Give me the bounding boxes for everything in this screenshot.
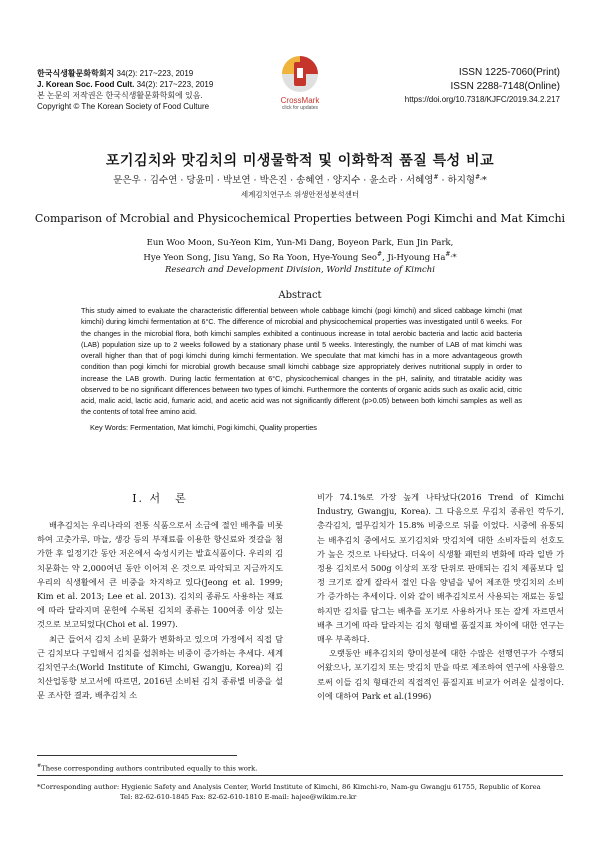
journal-en-volume: 34(2): 217~223, 2019 xyxy=(134,80,214,89)
journal-kr-name: 한국식생활문화학회지 xyxy=(37,69,115,78)
issn-online: ISSN 2288-7148(Online) xyxy=(450,81,560,92)
affiliation-kr: 세계김치연구소 위생안전성분석센터 xyxy=(240,190,360,199)
intro-paragraph-2-cont: 비가 74.1%로 가장 높게 나타났다(2016 Trend of Kimchi Industry, Gwangju, Korea). 그 다음으로 무김치 종류인 깍두기, 총각김치, 열무김치가 15.8% 비중으로 뒤를 이었다. 시중에 유통되는 배추김치 중에서도 포기김치와 맛김치에 대한 소비자들의 선호도가 높은 것으로 나타났다. 더욱이 식생활 패턴의 변화에 따라 일반 가정용 김치로서 500g 이상의 포장 단위로 판매되는 김치 제품보다 일정 크기로 잘게 잘라서 절인 다음 양념을 넣어 제조한 맛김치의 소비가 증가하는 추세이다. 이와 같이 배추김치로서 사용되는 재료는 동일하지만 김치를 담그는 배추를 포기로 사용하거나 또는 잘게 자르면서 배추 크기에 따라 달라지는 김치 형태별 품질지표 차이에 대한 연구는 매우 부족하다. xyxy=(317,492,564,645)
keywords-list: Fermentation, Mat kimchi, Pogi kimchi, Quality properties xyxy=(128,423,318,432)
crossmark-icon xyxy=(280,54,320,94)
section-heading-introduction: Ⅰ. 서 론 xyxy=(132,492,188,505)
body-column-right xyxy=(317,490,564,703)
corresponding-address: *Corresponding author: Hygienic Safety and Analysis Center, World Institute of Kimchi, 86 Kimchi-ro, Nam-gu Gwangju 61755, Republic of Korea xyxy=(37,783,541,791)
paper-title-en: Comparison of Mcrobial and Physicochemical Properties between Pogi Kimchi and Mat Kimchi xyxy=(34,212,566,225)
journal-en-name: J. Korean Soc. Food Cult. xyxy=(37,80,135,89)
author-list-kr xyxy=(0,172,600,186)
asterisk-mark: * xyxy=(482,175,487,186)
authors-en-last: , Ji-Hyoung Ha xyxy=(382,252,446,263)
abstract-text: This study aimed to evaluate the characteristic differential between whole cabbage kimchi (pogi kimchi) and sliced cabbage kimchi (mat kimchi) during kimchi fermentation at 6°C. The difference of microbial and physicochemical properties was investigated until 6 weeks. For the changes in the microbial flora, both kimchi samples exhibited a continuous increase in total aerobic bacteria and lactic acid bacteria (LAB) population size up to 2 weeks followed by a stationary phase until 5 weeks. Interestingly, the number of LAB of mat kimchi was overall higher than that of pogi kimchi during kimchi fermentation. We speculate that mat kimchi has in a more advantageous growth condition than pogi kimchi for microbial growth because small kimchi cabbage size appropriately derives nutritional supply in order to increase the LAB growth. During lactic fermentation at 6°C, physicochemical changes in the pH, salinity, and titratable acidity was observed to be no significant differences between two types of kimchi. Furthermore the contents of organic acids such as oxalic acid, citric acid, malic acid, lactic acid, fumaric acid, and acetic acid was not significantly different (p>0.05) between both kimchi samples as well as the contents of total free amino acid. xyxy=(81,306,522,417)
keywords-label: Key Words: xyxy=(90,423,129,432)
footnote-mark: # xyxy=(37,763,42,769)
footnote-divider xyxy=(37,755,237,756)
journal-info xyxy=(37,68,213,112)
intro-paragraph-1: 배추김치는 우리나라의 전통 식품으로서 소금에 절인 배추를 비롯하여 고춧가루, 마늘, 생강 등의 부재료를 이용한 향신료와 젓갈을 첨가한 후 일정기간 동안 저온에서 숙성시키는 발효식품이다. 우리의 김치문화는 약 2,000여년 동안 이어져 온 것으로 파악되고 지금까지도 우리의 식생활에서 큰 비중을 차지하고 있다(Jeong et al. 1999; Kim et al. 2013; Lee et al. 2013). 김치의 종류도 사용하는 재료에 따라 달라지며 문헌에 수록된 김치의 종류는 100여종 이상 있는 것으로 보고되었다(Choi et al. 1997). xyxy=(37,520,283,630)
authors-kr: 문은우 · 김수연 · 당윤미 · 박보연 · 박은진 · 송혜연 · 양지수 · 윤소라 · 서혜영 xyxy=(113,175,434,186)
crossmark-label: CrossMark xyxy=(280,96,320,105)
footnote-text: These corresponding authors contributed equally to this work. xyxy=(41,764,258,773)
copyright-note-kr: 본 논문의 저작권은 한국식생활문화학회에 있음. xyxy=(37,91,203,100)
affiliation-en: Research and Development Division, World Institute of Kimchi xyxy=(165,264,435,275)
authors-en-line1: Eun Woo Moon, Su-Yeon Kim, Yun-Mi Dang, Boyeon Park, Eun Jin Park, xyxy=(146,238,454,248)
asterisk-mark-en: * xyxy=(452,252,457,263)
intro-paragraph-3: 오랫동안 배추김치의 향미성분에 대한 수많은 선행연구가 수행되어왔으나, 포기김치 또는 맛김치 만을 따로 제조하여 연구에 사용함으로써 이들 김치 형태간의 직접적인 품질지표 비교가 어려운 실정이다. 이에 대하여 Park et al.(1996) xyxy=(317,648,564,701)
corresponding-mark: #, xyxy=(475,173,483,181)
issn-block xyxy=(405,66,560,106)
doi-link[interactable]: https://doi.org/10.7318/KJFC/2019.34.2.217 xyxy=(404,95,560,104)
abstract-heading: Abstract xyxy=(278,290,322,301)
corresponding-mark-en: #, xyxy=(445,251,453,258)
crossmark-badge[interactable] xyxy=(272,54,328,111)
corresponding-contact: Tel: 82-62-610-1845 Fax: 82-62-610-1810 E-mail: hajee@wikim.re.kr xyxy=(120,793,357,801)
body-column-left xyxy=(37,518,283,703)
copyright-line: Copyright © The Korean Society of Food Culture xyxy=(37,102,210,111)
author-list-en xyxy=(0,237,600,276)
keywords xyxy=(90,423,317,432)
issn-print: ISSN 1225-7060(Print) xyxy=(458,67,560,78)
paper-title-kr: 포기김치와 맛김치의 미생물학적 및 이화학적 품질 특성 비교 xyxy=(105,153,495,169)
equal-contribution-mark-en: # xyxy=(377,251,383,258)
corresponding-author-info xyxy=(37,782,567,802)
authors-kr-last: · 하지형 xyxy=(438,175,476,186)
journal-kr-volume: 34(2): 217~223, 2019 xyxy=(114,69,194,78)
authors-en-line2: Hye Yeon Song, Jisu Yang, So Ra Yoon, Hye-Young Seo xyxy=(143,252,378,263)
corresponding-divider xyxy=(37,775,563,776)
intro-paragraph-2: 최근 들어서 김치 소비 문화가 변화하고 있으며 가정에서 직접 담근 김치보다 구입해서 김치를 섭취하는 비중이 증가하는 추세다. 세계김치연구소(World Institute of Kimchi, Gwangju, Korea)의 김치산업동향 보고서에 따르면, 2016년 소비된 김치 종류별 비중을 설문 조사한 결과, 배추김치 소 xyxy=(37,633,283,701)
footnote-equal-contribution xyxy=(37,763,257,772)
crossmark-subtitle: click for updates xyxy=(281,105,319,111)
equal-contribution-mark: # xyxy=(433,173,439,181)
